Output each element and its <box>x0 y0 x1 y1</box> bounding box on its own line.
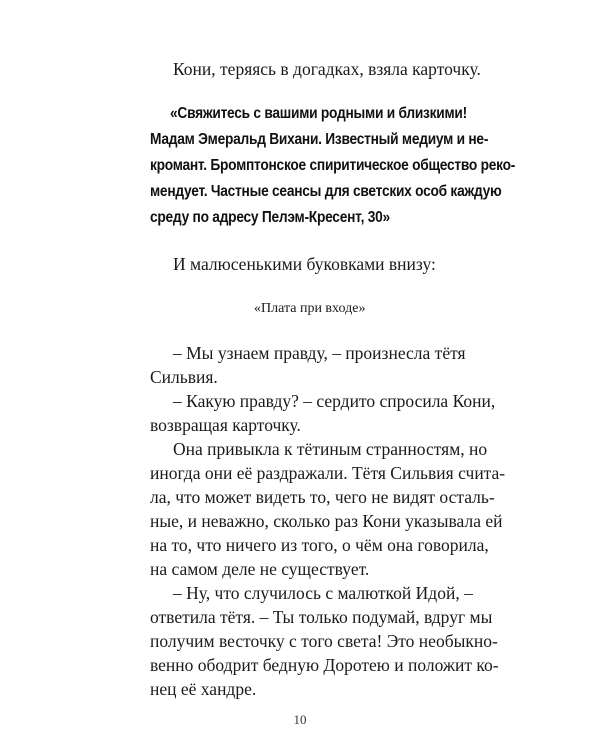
card-line-2: Мадам Эмеральд Вихани. Известный медиум и не- <box>150 131 489 148</box>
body-line-6: иногда они её раздражали. Тётя Сильвия счита- <box>150 463 506 483</box>
body-line-14: венно ободрит бедную Доротею и положит ко- <box>150 655 499 675</box>
body-line-8: ные, и неважно, сколько раз Кони указывала ей <box>150 511 503 531</box>
body-line-7: ла, что может видеть то, чего не видят осталь- <box>150 487 495 507</box>
body-line-12: ответила тётя. – Ты только подумай, вдруг мы <box>150 607 493 627</box>
body-line-9: на то, что ничего из того, о чём она говорила, <box>150 535 489 555</box>
fee-note: «Плата при входе» <box>254 301 366 316</box>
card-line-4: мендует. Частные сеансы для светских особ каждую <box>150 183 502 200</box>
body-line-13: получим весточку с того света! Это необыкно- <box>150 631 498 651</box>
card-line-5: среду по адресу Пелэм-Кресент, 30» <box>150 209 390 226</box>
body-line-1: – Мы узнаем правду, – произнесла тётя <box>173 343 466 363</box>
card-line-3: кромант. Бромптонское спиритическое общество реко- <box>150 157 516 174</box>
body-line-5: Она привыкла к тётиным странностям, но <box>173 439 488 459</box>
small-letters-intro: И малюсенькими буковками внизу: <box>173 254 436 274</box>
body-line-4: возвращая карточку. <box>150 415 301 435</box>
body-line-10: на самом деле не существует. <box>150 559 370 579</box>
intro-paragraph: Кони, теряясь в догадках, взяла карточку. <box>173 59 481 79</box>
page-number: 10 <box>293 712 307 727</box>
body-line-15: нец её хандре. <box>150 679 257 699</box>
body-line-2: Сильвия. <box>150 367 218 387</box>
body-line-11: – Ну, что случилось с малюткой Идой, – <box>173 583 473 603</box>
body-line-3: – Какую правду? – сердито спросила Кони, <box>173 391 496 411</box>
card-line-1: «Свяжитесь с вашими родными и близкими! <box>170 105 467 122</box>
